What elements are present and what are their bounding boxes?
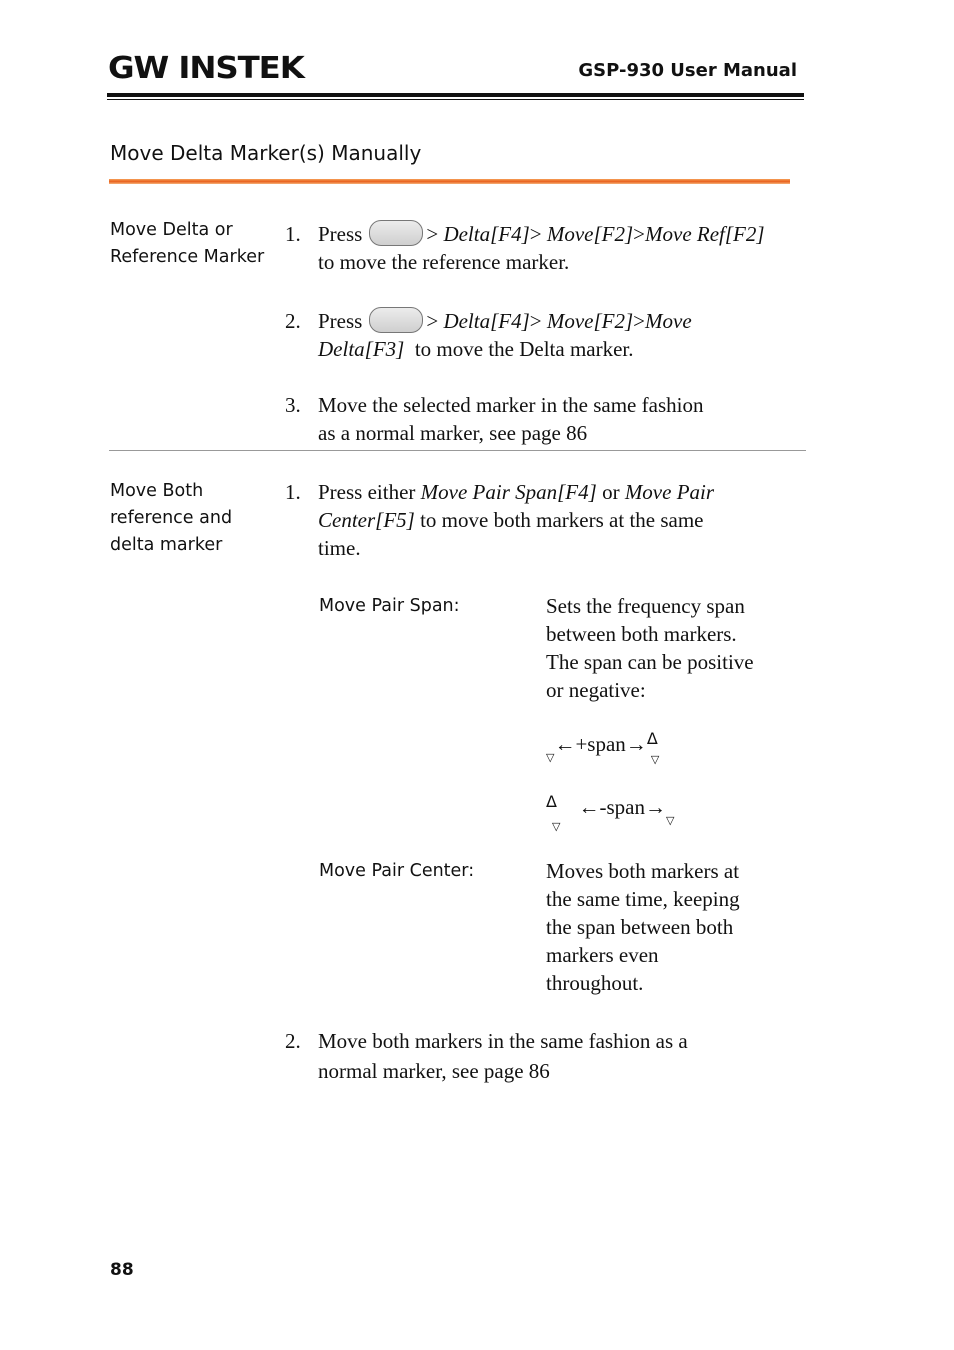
block2-step2 [318,1027,806,1085]
block1-step3 [318,391,806,447]
move-ref-key: Move Ref[F2] [645,222,765,246]
manual-title: GSP-930 User Manual [578,60,797,81]
step-rest: to move both markers at the same [420,508,704,532]
desc-line: Moves both markers at [546,859,740,883]
desc-line: Sets the frequency span [546,594,745,618]
gt: > [529,222,542,246]
step-rest: to move the Delta marker. [414,337,634,361]
move-pair-center-key-a: Move Pair [624,480,715,504]
positive-span-diagram [546,729,663,766]
step-line [318,335,806,363]
gt: > [426,309,439,333]
block2-label-line: Move Both [110,481,204,501]
move-pair-span-term: Move Pair Span: [319,596,460,616]
gt: > [529,309,542,333]
move-pair-center-term: Move Pair Center: [319,861,475,881]
step-line [318,478,806,506]
section-underline [109,179,790,184]
step-line: Move both markers in the same fashion as a [318,1029,688,1053]
delta-symbol: Δ [646,729,658,748]
desc-line: between both markers. [546,622,737,646]
block2-step1 [318,478,806,562]
step-number: 3. [285,393,301,417]
block1-label-line: Move Delta or [110,220,233,240]
or-text: or [602,480,620,504]
step-number: 1. [285,222,301,246]
delta-key: Delta[F4] [443,222,530,246]
down-triangle-icon: ▽ [650,753,660,766]
move-delta-key-a: Move [645,309,692,333]
step-line [318,307,806,335]
block1-label [110,217,285,271]
step-number: 2. [285,309,301,333]
page-number: 88 [110,1260,134,1280]
step-line: as a normal marker, see page 86 [318,421,588,445]
desc-line: or negative: [546,678,646,702]
delta-symbol: Δ [546,792,557,811]
move-key: Move[F2] [546,309,634,333]
neg-span-text: ←-span→ [578,795,666,819]
gt: > [633,222,646,246]
gt: > [633,309,646,333]
desc-line: throughout. [546,971,644,995]
move-delta-key-b: Delta[F3] [318,337,405,361]
gt: > [426,222,439,246]
lead: Press either [318,480,416,504]
desc-line: The span can be positive [546,650,754,674]
block2-label [110,478,285,559]
step-line: to move the reference marker. [318,250,570,274]
step-number: 1. [285,480,301,504]
block1-step2 [318,307,806,363]
desc-line: the span between both [546,915,734,939]
down-triangle-icon: ▽ [552,820,561,833]
block-divider [109,450,806,451]
delta-key: Delta[F4] [443,309,530,333]
step-line [318,506,806,534]
down-triangle-icon: ▽ [546,751,555,764]
negative-span-diagram [546,792,675,833]
press-text: Press [318,222,363,246]
marker-key-icon [369,220,423,246]
block2-label-line: delta marker [110,535,223,555]
step-line: time. [318,536,361,560]
header-rule [107,93,804,97]
pos-span-text: ←+span→ [554,732,647,756]
down-triangle-icon: ▽ [666,814,675,827]
marker-key-icon [369,307,423,333]
step-number: 2. [285,1029,301,1053]
step-line: normal marker, see page 86 [318,1059,550,1083]
block2-label-line: reference and [110,508,233,528]
step-line: Move the selected marker in the same fashion [318,393,704,417]
block1-step1 [318,220,806,276]
press-text: Press [318,309,363,333]
desc-line: the same time, keeping [546,887,740,911]
move-pair-span-desc [546,592,806,704]
move-key: Move[F2] [546,222,634,246]
move-pair-center-key-b: Center[F5] [318,508,415,532]
move-pair-center-desc [546,857,806,997]
move-pair-span-key: Move Pair Span[F4] [420,480,597,504]
desc-line: markers even [546,943,659,967]
block1-label-line: Reference Marker [110,247,265,267]
header-rule-thin [107,99,804,100]
gw-instek-logo: GW INSTEK [108,51,304,86]
section-title: Move Delta Marker(s) Manually [110,141,422,165]
step-line [318,220,806,248]
